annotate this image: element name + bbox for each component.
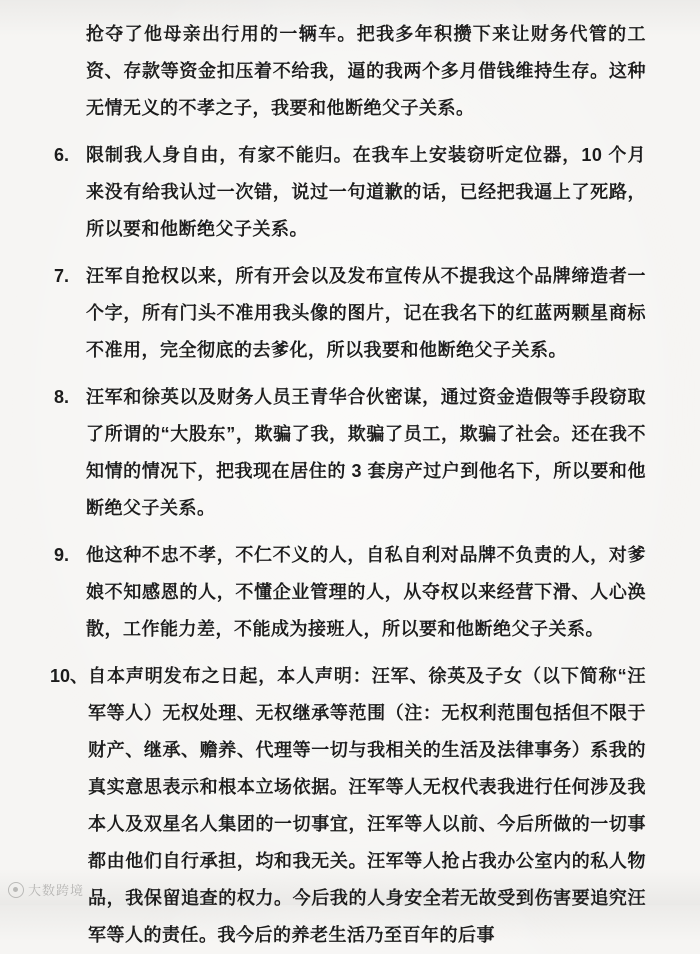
list-marker: 8.	[54, 387, 70, 407]
list-item-6	[50, 137, 646, 248]
list-item-9	[50, 537, 646, 648]
list-marker: 7.	[54, 266, 70, 286]
paragraph-text: 抢夺了他母亲出行用的一辆车。把我多年积攒下来让财务代管的工资、存款等资金扣压着不给我，逼的我两个多月借钱维持生存。这种无情无义的不孝之子，我要和他断绝父子关系。	[86, 24, 646, 118]
list-marker: 10、	[50, 666, 89, 686]
watermark	[8, 880, 84, 899]
list-item-7	[50, 258, 646, 369]
paragraph-text: 限制我人身自由，有家不能归。在我车上安装窃听定位器，10 个月来没有给我认过一次错，说过一句道歉的话，已经把我逼上了死路，所以要和他断绝父子关系。	[86, 145, 646, 239]
list-item-10	[50, 658, 646, 954]
document-body	[50, 16, 646, 954]
paragraph-text: 自本声明发布之日起，本人声明：汪军、徐英及子女（以下简称“汪军等人）无权处理、无权继承等范围（注：无权利范围包括但不限于财产、继承、赡养、代理等一切与我相关的生活及法律事务）系我的真实意思表示和根本立场依据。汪军等人无权代表我进行任何涉及我本人及双星名人集团的一切事宜，汪军等人以前、今后所做的一切事都由他们自行承担，均和我无关。汪军等人抢占我办公室内的私人物品，我保留追查的权力。今后我的人身安全若无故受到伤害要追究汪军等人的责任。我今后的养老生活乃至百年的后事	[88, 666, 646, 945]
paragraph-text: 他这种不忠不孝，不仁不义的人，自私自利对品牌不负责的人，对爹娘不知感恩的人，不懂企业管理的人，从夺权以来经营下滑、人心涣散，工作能力差，不能成为接班人，所以要和他断绝父子关系。	[86, 545, 646, 639]
paragraph-text: 汪军和徐英以及财务人员王青华合伙密谋，通过资金造假等手段窃取了所谓的“大股东”，欺骗了我，欺骗了员工，欺骗了社会。还在我不知情的情况下，把我现在居住的 3 套房产过户到他名下，所以要和他断绝父子关系。	[86, 387, 646, 518]
list-marker: 9.	[54, 545, 70, 565]
watermark-label: 大数跨境	[28, 883, 85, 898]
paragraph-text: 汪军自抢权以来，所有开会以及发布宣传从不提我这个品牌缔造者一个字，所有门头不准用我头像的图片，记在我名下的红蓝两颗星商标不准用，完全彻底的去爹化，所以我要和他断绝父子关系。	[86, 266, 646, 360]
list-marker: 6.	[54, 145, 70, 165]
paragraph-continuation	[50, 16, 646, 127]
watermark-logo-icon	[8, 882, 24, 898]
list-item-8	[50, 379, 646, 527]
